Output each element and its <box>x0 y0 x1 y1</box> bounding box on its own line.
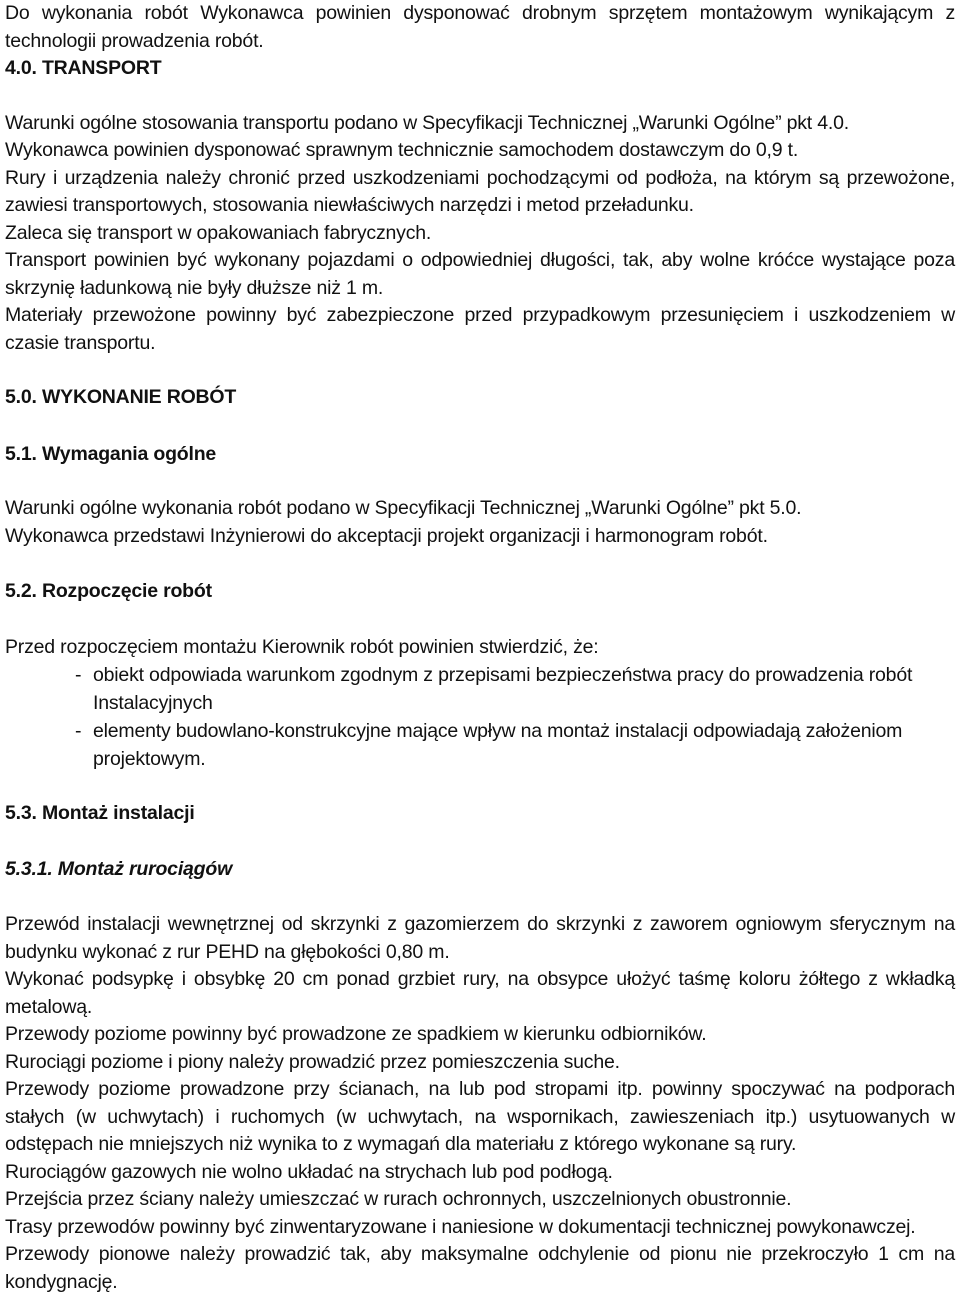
spacer <box>5 83 955 110</box>
list-item <box>5 661 955 717</box>
rozpoczecie-list <box>5 661 955 773</box>
spacer <box>5 606 955 634</box>
rozpoczecie-intro: Przed rozpoczęciem montażu Kierownik robót powinien stwierdzić, że: <box>5 635 599 658</box>
spacer <box>5 412 955 441</box>
spacer <box>5 550 955 578</box>
heading-wymagania: 5.1. Wymagania ogólne <box>5 442 217 465</box>
transport-paragraph: Zaleca się transport w opakowaniach fabrycznych. <box>5 221 432 244</box>
heading-rozpoczecie: 5.2. Rozpoczęcie robót <box>5 580 212 602</box>
wymagania-paragraph: Warunki ogólne wykonania robót podano w Specyfikacji Technicznej „Warunki Ogólne” pkt 5.0. <box>5 497 802 519</box>
rurociagi-paragraph: Przewody poziome prowadzone przy ścianach, na lub pod stropami itp. powinny spoczywać na podporach stałych (w uchwytach) i ruchomych (w uchwytach, na wspornikach, zawieszeniach itp.) usytuowanych w odstępach nie mniejszych niż wynika to z wymagań dla materiału z którego wykonane są rury. <box>5 1078 955 1155</box>
transport-paragraph: Transport powinien być wykonany pojazdami o odpowiedniej długości, tak, aby wolne króćce wystające poza skrzynię ładunkową nie były dłuższe niż 1 m. <box>5 249 955 299</box>
transport-paragraph: Materiały przewożone powinny być zabezpieczone przed przypadkowym przesunięciem i uszkodzeniem w czasie transportu. <box>5 304 955 354</box>
transport-paragraph: Rury i urządzenia należy chronić przed uszkodzeniami pochodzącymi od podłoża, na którym są przewożone, zawiesi transportowych, stosowania niewłaściwych narzędzi i metod przeładunku. <box>5 166 955 216</box>
spacer <box>5 357 955 384</box>
dash-bullet: - <box>75 664 82 686</box>
transport-paragraph: Warunki ogólne stosowania transportu podano w Specyfikacji Technicznej „Warunki Ogólne” pkt 4.0. <box>5 111 849 134</box>
transport-paragraph: Wykonawca powinien dysponować sprawnym technicznie samochodem dostawczym do 0,9 t. <box>5 139 799 161</box>
dash-bullet: - <box>75 720 82 742</box>
heading-wykonanie: 5.0. WYKONANIE ROBÓT <box>5 386 237 408</box>
rurociagi-paragraph: Rurociągów gazowych nie wolno układać na strychach lub pod podłogą. <box>5 1160 613 1183</box>
heading-transport: 4.0. TRANSPORT <box>5 57 162 79</box>
list-item <box>5 717 955 773</box>
intro-paragraph: Do wykonania robót Wykonawca powinien dysponować drobnym sprzętem montażowym wynikającym z technologii prowadzenia robót. <box>5 2 955 52</box>
heading-rurociagi: 5.3.1. Montaż rurociągów <box>5 857 233 880</box>
rurociagi-paragraph: Przewody pionowe należy prowadzić tak, aby maksymalne odchylenie od pionu nie przekroczyło 1 cm na kondygnację. <box>5 1243 955 1293</box>
wymagania-paragraph: Wykonawca przedstawi Inżynierowi do akceptacji projekt organizacji i harmonogram robót. <box>5 524 768 547</box>
rurociagi-paragraph: Rurociągi poziome i piony należy prowadzić przez pomieszczenia suche. <box>5 1050 620 1073</box>
rurociagi-paragraph: Wykonać podsypkę i obsybkę 20 cm ponad grzbiet rury, na obsypce ułożyć taśmę koloru żółtego z wkładką metalową. <box>5 968 955 1018</box>
rurociagi-paragraph: Przewód instalacji wewnętrznej od skrzynki z gazomierzem do skrzynki z zaworem ogniowym sferycznym na budynku wykonać z rur PEHD na głębokości 0,80 m. <box>5 913 955 963</box>
spacer <box>5 828 955 856</box>
spacer <box>5 773 955 800</box>
rurociagi-paragraph: Trasy przewodów powinny być zinwentaryzowane i naniesione w dokumentacji technicznej powykonawczej. <box>5 1215 916 1238</box>
spacer <box>5 468 955 495</box>
list-item-text: elementy budowlano-konstrukcyjne mające wpływ na montaż instalacji odpowiadają założeniom projektowym. <box>93 720 903 770</box>
heading-montaz: 5.3. Montaż instalacji <box>5 802 195 824</box>
rurociagi-paragraph: Przejścia przez ściany należy umieszczać w rurach ochronnych, uszczelnionych obustronnie. <box>5 1188 792 1210</box>
rurociagi-paragraph: Przewody poziome powinny być prowadzone ze spadkiem w kierunku odbiorników. <box>5 1023 707 1045</box>
list-item-text: obiekt odpowiada warunkom zgodnym z przepisami bezpieczeństwa pracy do prowadzenia robót Instalacyjnych <box>93 664 913 714</box>
spacer <box>5 883 955 911</box>
